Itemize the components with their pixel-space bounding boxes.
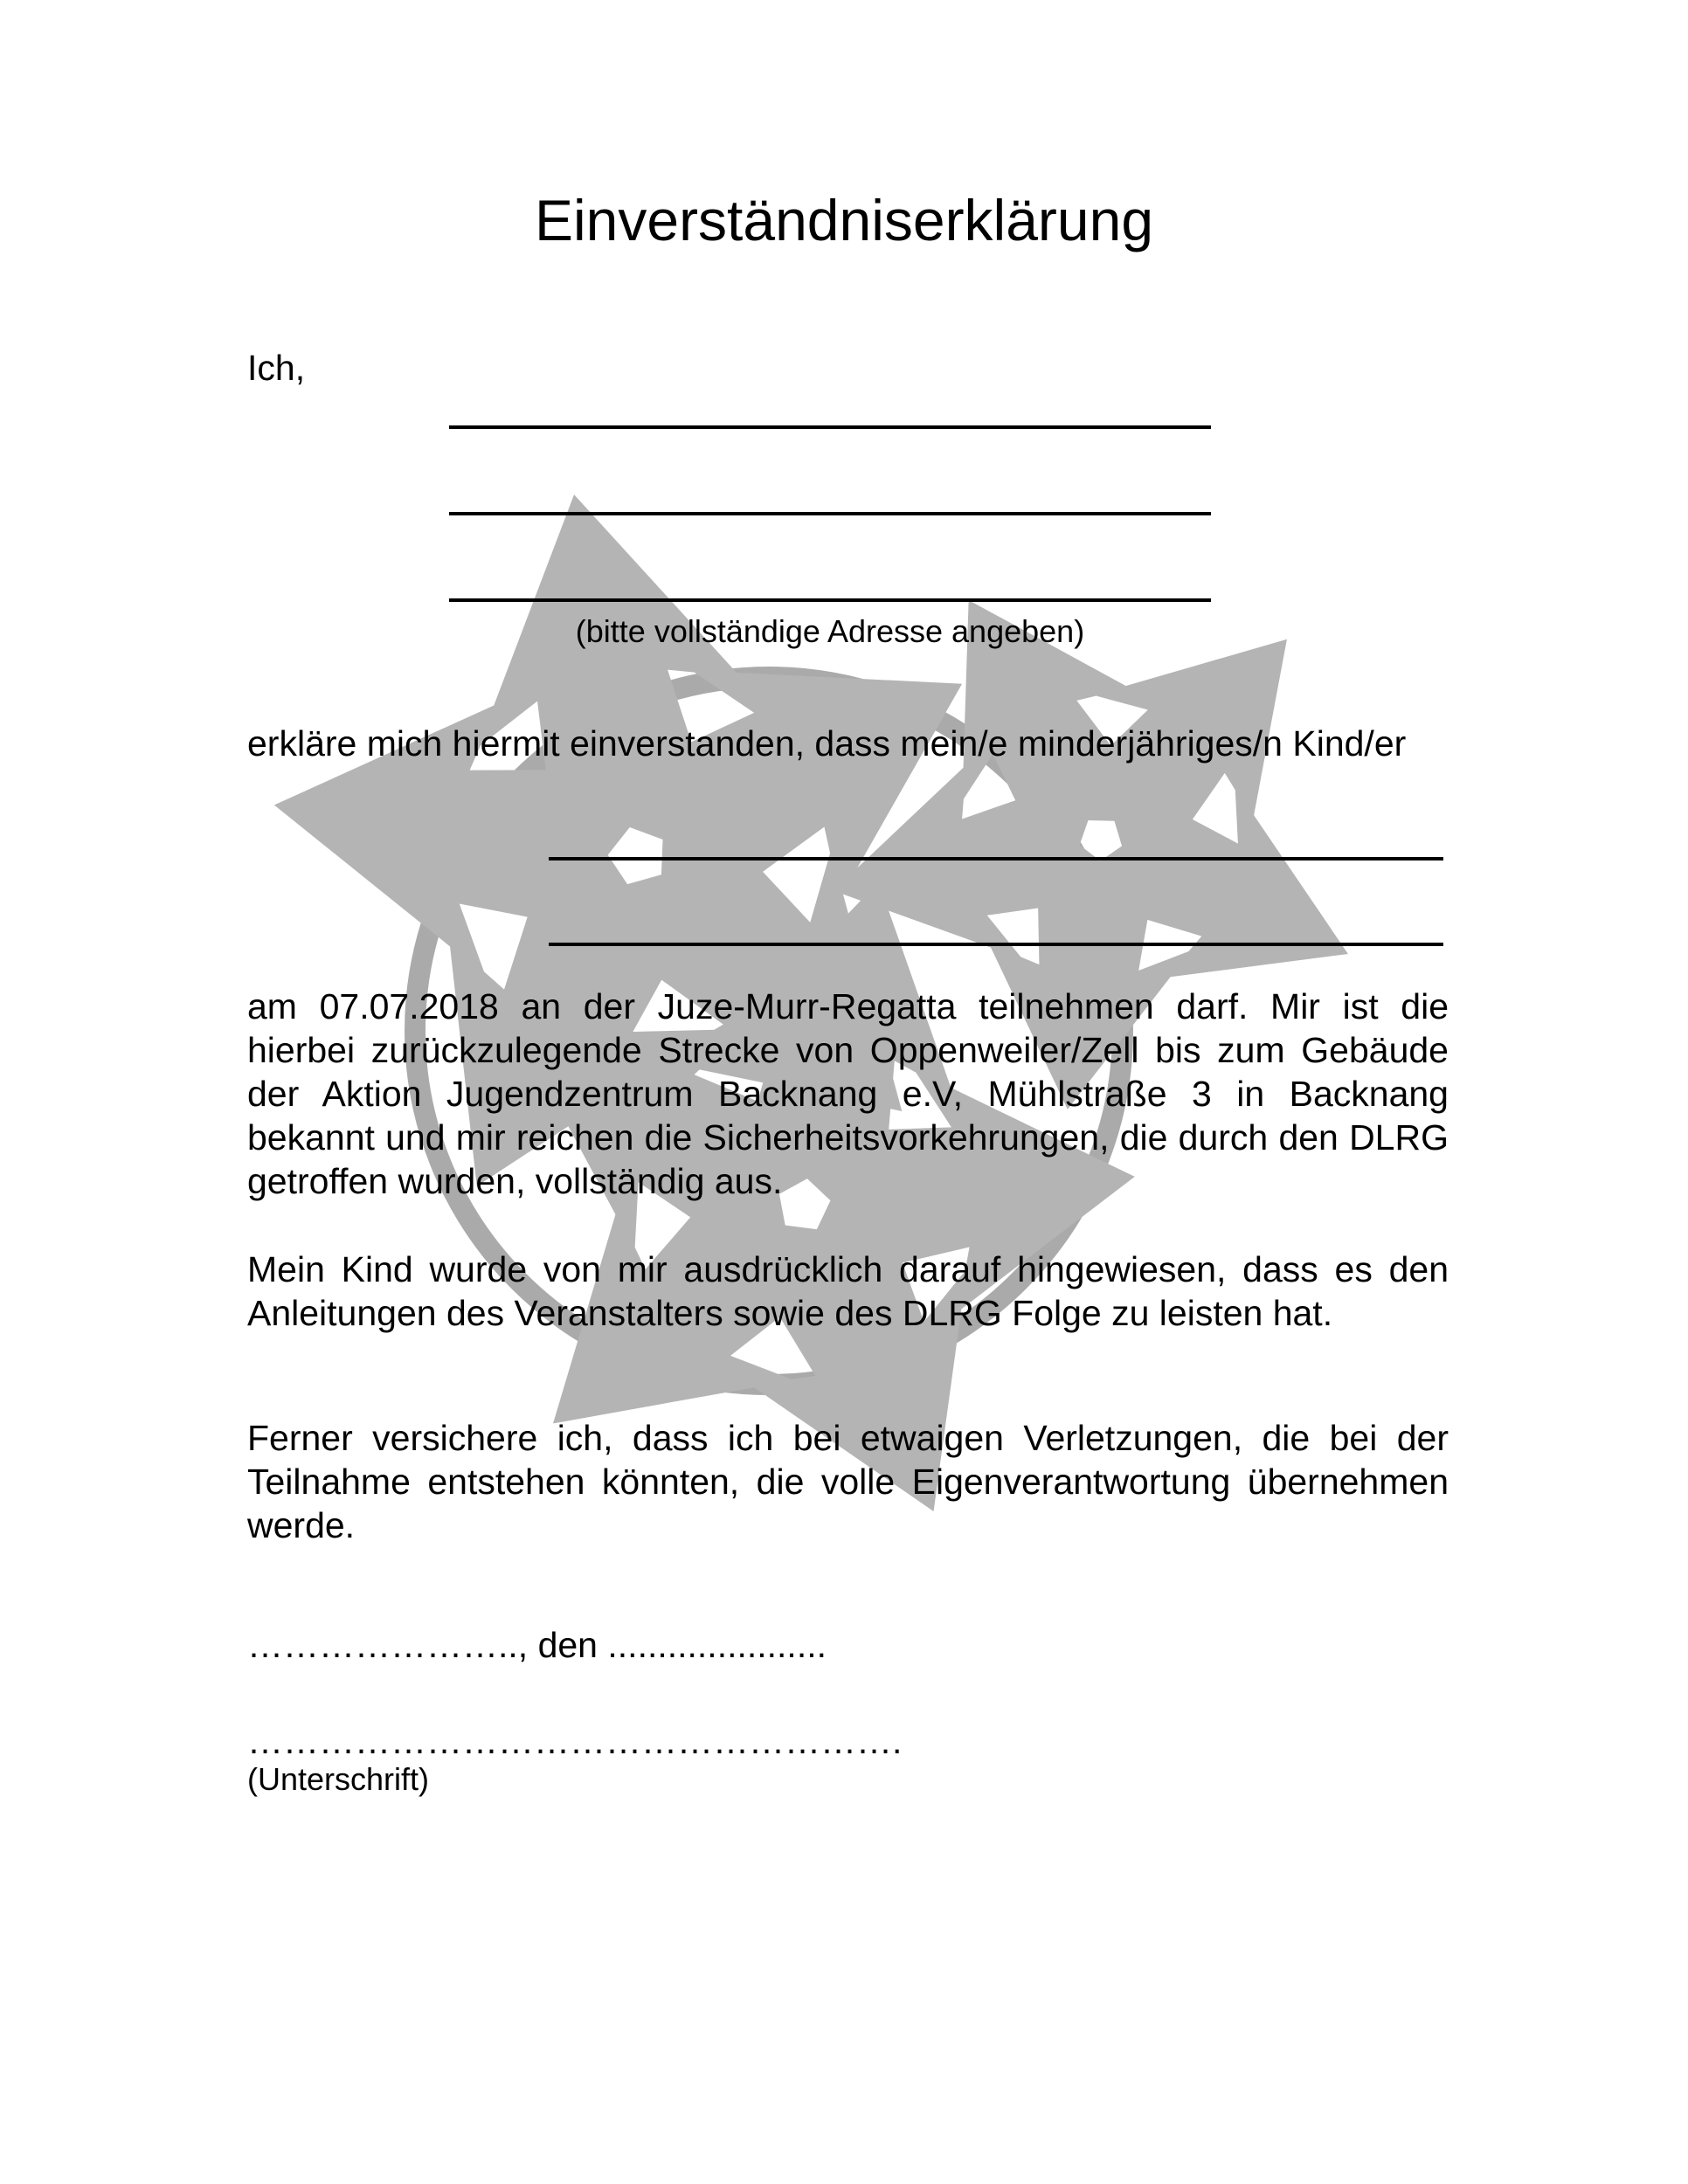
address-blank-line-3 bbox=[449, 598, 1211, 602]
consent-paragraph: erkläre mich hiermit einverstanden, dass mein/e minderjähriges/n Kind/er bbox=[247, 723, 1407, 764]
signature-dotted-line: ………………………………………………. bbox=[247, 1721, 903, 1761]
salutation-label: Ich, bbox=[247, 348, 306, 388]
place-dotted-blank: ………………….. bbox=[247, 1625, 518, 1665]
page-title: Einverständniserklärung bbox=[534, 188, 1154, 252]
child-name-blank-line-2 bbox=[549, 943, 1443, 946]
signature-caption: (Unterschrift) bbox=[247, 1761, 430, 1797]
address-hint: (bitte vollständige Adresse angeben) bbox=[575, 613, 1085, 649]
address-blank-line-1 bbox=[449, 425, 1211, 429]
den-label: , den bbox=[517, 1625, 608, 1665]
place-date-line bbox=[247, 1623, 827, 1667]
address-blank-line-2 bbox=[449, 512, 1211, 515]
date-dotted-blank: ...................... bbox=[607, 1625, 827, 1665]
liability-paragraph: Ferner versichere ich, dass ich bei etwaigen Verletzungen, die bei der Teilnahme entstehen könnten, die volle Eigenverantwortung übernehmen werde. bbox=[247, 1418, 1449, 1545]
child-name-blank-line-1 bbox=[549, 857, 1443, 860]
child-instruction-paragraph: Mein Kind wurde von mir ausdrücklich darauf hingewiesen, dass es den Anleitungen des Veranstalters sowie des DLRG Folge zu leisten hat. bbox=[247, 1249, 1449, 1333]
event-paragraph: am 07.07.2018 an der Juze-Murr-Regatta teilnehmen darf. Mir ist die hierbei zurückzulegende Strecke von Oppenweiler/Zell bis zum Gebäude der Aktion Jugendzentrum Backnang e.V, Mühlstraße 3 in Backnang bekannt und mir reichen die Sicherheitsvorkehrungen, die durch den DLRG getroffen wurden, vollständig aus. bbox=[247, 986, 1449, 1201]
